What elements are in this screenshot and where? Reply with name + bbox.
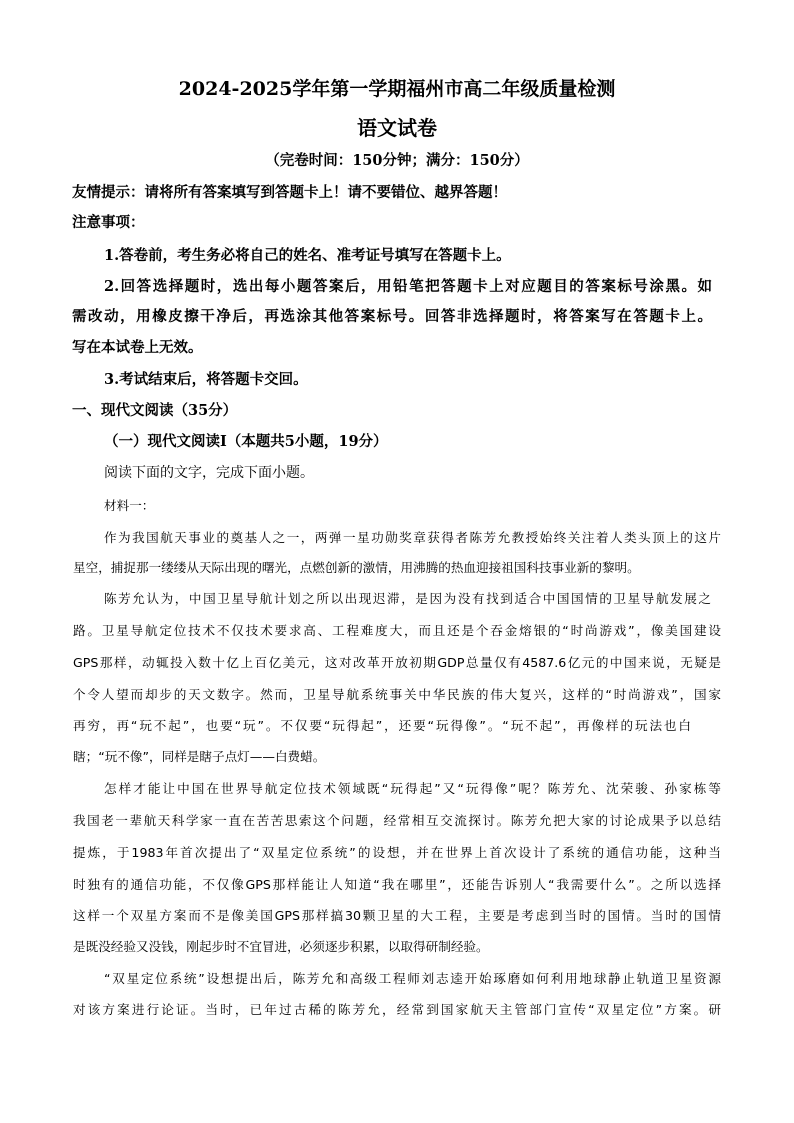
passage-line: 瞎；“玩不像”，同样是瞎子点灯——白费蜡。	[73, 749, 326, 764]
passage-line: 提炼，于1983年首次提出了“双星定位系统”的设想，并在世界上首次设计了系统的通信功能，这种当	[73, 845, 721, 860]
subject-title: 语文试卷	[357, 116, 437, 140]
passage-line: GPS那样，动辄投入数十亿上百亿美元，这对改革开放初期GDP总量仅有4587.6亿元的中国来说，无疑是	[73, 655, 721, 670]
exam-title: 2024-2025学年第一学期福州市高二年级质量检测	[178, 78, 616, 100]
passage-line: 星空，捕捉那一缕缕从天际出现的曙光，点燃创新的激情，用沸腾的热血迎接祖国科技事业新的黎明。	[73, 560, 640, 575]
notice-item-2-line-2: 需改动，用橡皮擦干净后，再选涂其他答案标号。回答非选择题时，将答案写在答题卡上。	[72, 308, 712, 325]
passage-line: 这样一个双星方案而不是像美国GPS那样搞30颗卫星的大工程，主要是考虑到当时的国情。当时的国情	[73, 908, 721, 923]
passage-line: 怎样才能让中国在世界导航定位技术领域既“玩得起”又“玩得像”呢？陈芳允、沈荣骏、孙家栋等	[104, 781, 721, 796]
notice-item-2-line-3: 写在本试卷上无效。	[72, 339, 203, 356]
passage-line: 我国老一辈航天科学家一直在苦苦思索这个问题，经常相互交流探讨。陈芳允把大家的讨论成果予以总结	[73, 813, 721, 828]
passage-line: 陈芳允认为，中国卫星导航计划之所以出现迟滞，是因为没有找到适合中国国情的卫星导航发展之	[104, 591, 711, 606]
passage-line: “双星定位系统”设想提出后，陈芳允和高级工程师刘志逵开始琢磨如何利用地球静止轨道卫星资源	[104, 971, 721, 986]
passage-line: 是既没经验又没钱，刚起步时不宜冒进，必须逐步积累，以取得研制经验。	[73, 939, 489, 954]
passage-line: 对该方案进行论证。当时，已年过古稀的陈芳允，经常到国家航天主管部门宣传“双星定位”方案。研	[73, 1002, 721, 1017]
notice-heading: 注意事项：	[72, 214, 145, 231]
notice-item-3: 3.考试结束后，将答题卡交回。	[104, 371, 308, 388]
passage-line: 时独有的通信功能，不仅像GPS那样能让人知道“我在哪里”，还能告诉别人“我需要什么”。之所以选择	[73, 877, 721, 892]
passage-line: 作为我国航天事业的奠基人之一，两弹一星功勋奖章获得者陈芳允教授始终关注着人类头顶上的这片	[104, 530, 721, 545]
notice-item-1: 1.答卷前，考生务必将自己的姓名、准考证号填写在答题卡上。	[104, 247, 511, 264]
passage-line: 路。卫星导航定位技术不仅技术要求高、工程难度大，而且还是个吞金熔银的“时尚游戏”，像美国建设	[73, 623, 721, 638]
subsection-heading: （一）现代文阅读Ⅰ（本题共5小题，19分）	[104, 433, 388, 450]
friendly-tip: 友情提示：请将所有答案填写到答题卡上！请不要错位、越界答题！	[72, 184, 507, 201]
exam-time-info: （完卷时间：150分钟；满分：150分）	[265, 152, 529, 169]
passage-line: 再穷，再“玩不起”，也要“玩”。不仅要“玩得起”，还要“玩得像”。“玩不起”，再像样的玩法也白	[73, 718, 691, 733]
passage-line: 个令人望而却步的天文数字。然而，卫星导航系统事关中华民族的伟大复兴，这样的“时尚游戏”，国家	[73, 687, 721, 702]
material-label: 材料一：	[104, 498, 155, 513]
section-heading: 一、现代文阅读（35分）	[72, 402, 238, 419]
reading-instruction: 阅读下面的文字，完成下面小题。	[104, 465, 314, 481]
notice-item-2-line-1: 2.回答选择题时，选出每小题答案后，用铅笔把答题卡上对应题目的答案标号涂黑。如	[104, 278, 712, 295]
